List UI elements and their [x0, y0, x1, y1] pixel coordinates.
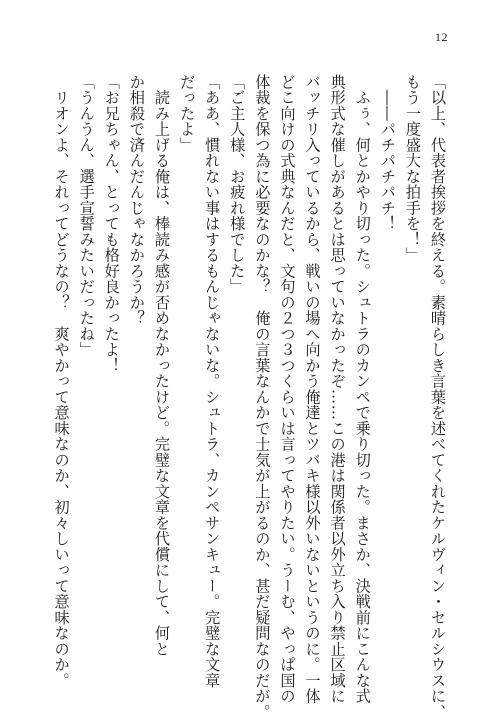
text-line: どこ向けの式典なんだと、文句の２つ３つくらいは言ってやりたい。うーむ、やっぱ国の [278, 74, 297, 704]
text-line: 「お兄ちゃん、とっても格好良かったよ！ [102, 74, 121, 374]
text-line: 典形式な催しがあるとは思っていなかったぞ……この港は関係者以外立ち入り禁止区域に [328, 74, 347, 704]
text-line: バッチリ入っているから、戦いの場へ向かう俺達とツバキ様以外いないというのに。一体 [303, 74, 322, 704]
text-line: か相殺で済んだんじゃなかろうか？ [127, 74, 146, 326]
text-line: 「以上、代表者挨拶を終える。素晴らしき言葉を述べてくれたケルヴィン・セルシウスに、 [429, 74, 447, 720]
text-line: ふぅ、何とかやり切った。シュトラのカンペで乗り切った。まさか、決戦前にこんな式 [353, 74, 372, 704]
text-line: 「ご主人様、お疲れ様でした」 [228, 74, 247, 295]
body-text [40, 74, 450, 720]
text-line: だったよ」 [178, 74, 197, 153]
text-line: 「ああ、慣れない事はするもんじゃないな。シュトラ、カンペサンキュー。完璧な文章 [203, 74, 222, 689]
text-line: リオンよ、それってどうなの？ 爽やかって意味なのか、初々しいって意味なのか。 [52, 74, 71, 689]
text-line: もう一度盛大な拍手を！」 [403, 74, 422, 263]
text-line: ――パチパチパチ！ [378, 74, 397, 232]
text-line: 「うんうん、選手宣誓みたいだったね」 [77, 74, 96, 358]
page-number: 12 [435, 30, 448, 44]
text-line: 体裁を保つ為に必要なのかな？ 俺の言葉なんかで士気が上がるのか、甚だ疑問なのだが。 [253, 74, 272, 720]
text-line: 読み上げる俺は、棒読み感が否めなかったけど。完璧な文章を代償にして、何と [152, 74, 171, 657]
